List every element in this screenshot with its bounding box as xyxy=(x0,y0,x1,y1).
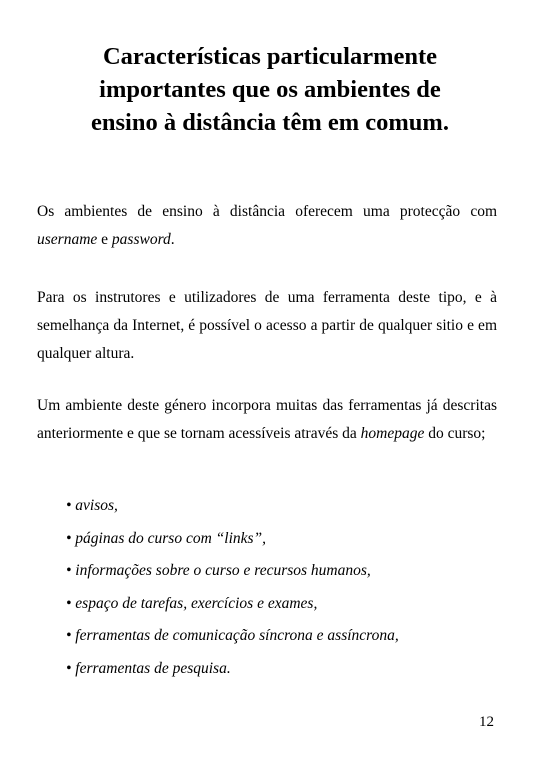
paragraph-security-text: Os ambientes de ensino à distância oferecem uma protecção com xyxy=(37,203,497,220)
paragraph-access: Para os instrutores e utilizadores de uma ferramenta deste tipo, e à semelhança da Internet, é possível o acesso a partir de qualquer sitio e em qualquer altura. xyxy=(37,289,497,362)
paragraph-tools xyxy=(37,392,497,448)
tools-list xyxy=(66,492,506,687)
username-term: username xyxy=(37,231,98,248)
paragraph-security xyxy=(37,198,497,254)
page-title xyxy=(30,40,510,139)
homepage-term: homepage xyxy=(360,425,425,442)
conjunction: e xyxy=(97,231,112,248)
list-item: • ferramentas de comunicação síncrona e assíncrona, xyxy=(66,627,399,644)
list-item: • avisos, xyxy=(66,497,118,514)
paragraph-tools-text: Um ambiente deste género incorpora muitas das ferramentas já descritas anteriormente e que se tornam acessíveis através da xyxy=(37,397,497,442)
page-number: 12 xyxy=(479,714,494,730)
list-item: • ferramentas de pesquisa. xyxy=(66,659,231,677)
paragraph-end: . xyxy=(170,231,175,248)
title-line-2: importantes que os ambientes de xyxy=(99,76,441,103)
paragraph-tools-end: do curso; xyxy=(424,425,486,442)
title-line-1: Características particularmente xyxy=(102,43,438,70)
list-item: • espaço de tarefas, exercícios e exames, xyxy=(66,594,318,612)
list-item: • páginas do curso com “links”, xyxy=(66,529,267,547)
password-term: password xyxy=(111,231,171,248)
title-line-3: ensino à distância têm em comum. xyxy=(91,109,449,136)
list-item: • informações sobre o curso e recursos humanos, xyxy=(66,562,371,579)
